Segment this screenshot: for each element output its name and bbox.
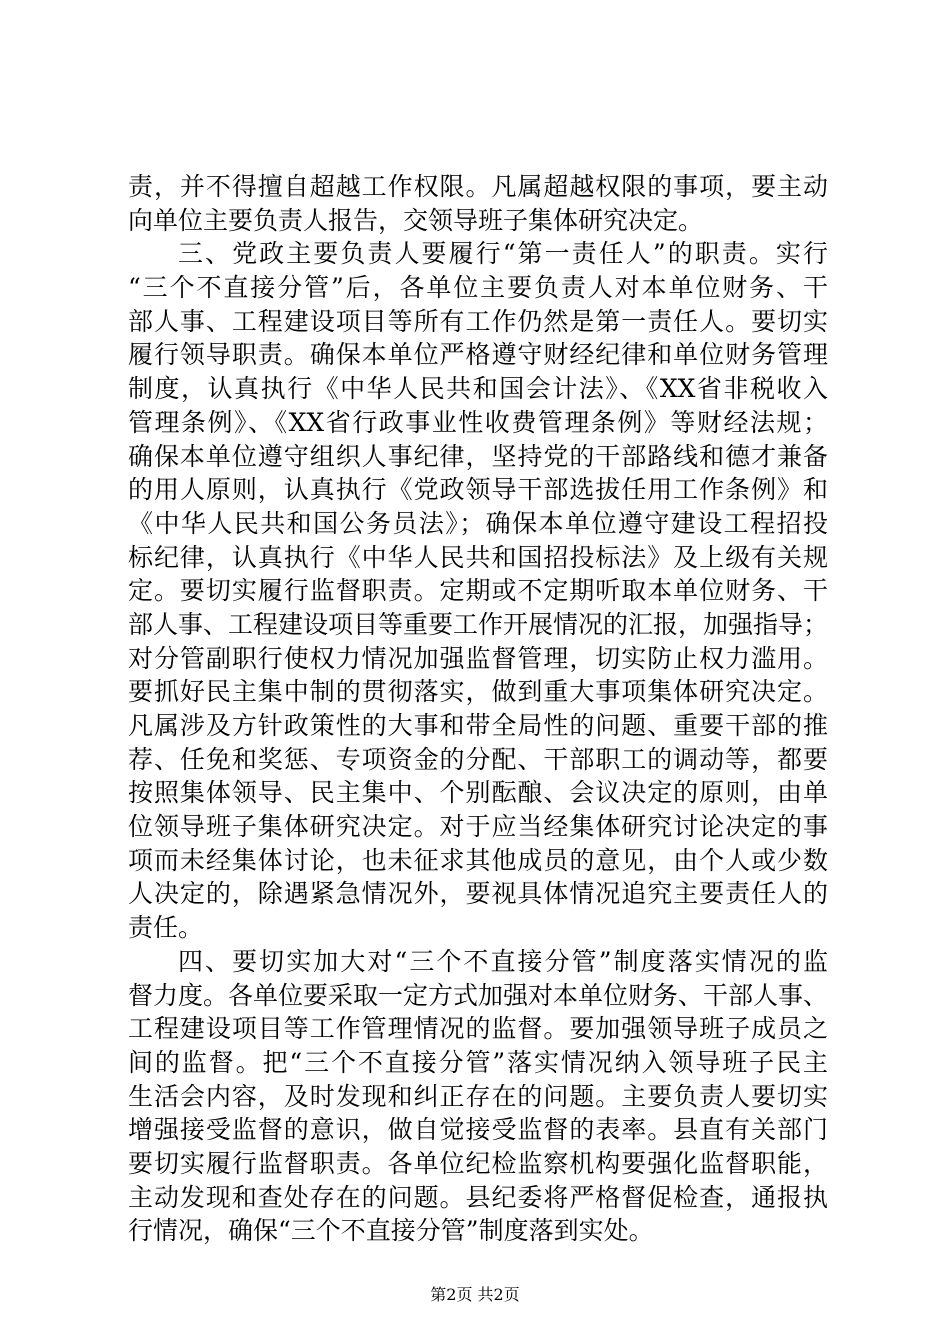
text-line: 生活会内容，及时发现和纠正存在的问题。主要负责人要切实 [128, 1081, 828, 1111]
text-line: 督力度。各单位要采取一定方式加强对本单位财务、干部人事、 [128, 980, 829, 1010]
text-line: 确保本单位遵守组织人事纪律，坚持党的干部路线和德才兼备 [128, 441, 828, 471]
text-line: 责任。 [128, 913, 204, 943]
text-line: 部人事、工程建设项目等所有工作仍然是第一责任人。要切实 [128, 306, 828, 336]
text-line: 的用人原则，认真执行《党政领导干部选拔任用工作条例》和 [128, 475, 828, 505]
text-line: 项而未经集体讨论，也未征求其他成员的意见，由个人或少数 [128, 845, 828, 875]
text-line: 主动发现和查处存在的问题。县纪委将严格督促检查，通报执 [128, 1182, 828, 1212]
text-line: 责，并不得擅自超越工作权限。凡属超越权限的事项，要主动 [128, 172, 828, 201]
text-line: 《中华人民共和国公务员法》；确保本单位遵守建设工程招投 [128, 508, 828, 538]
text-line: 四、要切实加大对“三个不直接分管”制度落实情况的监 [178, 946, 828, 976]
text-line: 工程建设项目等工作管理情况的监督。要加强领导班子成员之 [128, 1014, 828, 1044]
text-line: 标纪律，认真执行《中华人民共和国招投标法》及上级有关规 [128, 542, 828, 572]
text-line: 定。要切实履行监督职责。定期或不定期听取本单位财务、干 [128, 576, 828, 606]
text-line: “三个不直接分管”后，各单位主要负责人对本单位财务、干 [128, 273, 828, 303]
text-line: 荐、任免和奖惩、专项资金的分配、干部职工的调动等，都要 [128, 744, 828, 774]
text-line: 行情况，确保“三个不直接分管”制度落到实处。 [128, 1216, 654, 1246]
text-line: 要切实履行监督职责。各单位纪检监察机构要强化监督职能， [128, 1148, 828, 1178]
text-line: 制度，认真执行《中华人民共和国会计法》、《XX省非税收入 [128, 374, 828, 404]
text-line: 部人事、工程建设项目等重要工作开展情况的汇报，加强指导； [128, 609, 829, 639]
text-line: 向单位主要负责人报告，交领导班子集体研究决定。 [128, 205, 704, 235]
text-line: 位领导班子集体研究决定。对于应当经集体研究讨论决定的事 [128, 812, 828, 842]
text-line: 三、党政主要负责人要履行“第一责任人”的职责。实行 [178, 239, 828, 269]
document-body [128, 170, 828, 1248]
text-line: 管理条例》、《XX省行政事业性收费管理条例》等财经法规； [128, 407, 828, 437]
text-line: 人决定的，除遇紧急情况外，要视具体情况追究主要责任人的 [128, 879, 828, 909]
text-line: 要抓好民主集中制的贯彻落实，做到重大事项集体研究决定。 [128, 677, 828, 707]
text-line: 凡属涉及方针政策性的大事和带全局性的问题、重要干部的推 [128, 711, 828, 740]
text-line: 按照集体领导、民主集中、个别酝酿、会议决定的原则，由单 [128, 778, 828, 808]
text-line: 增强接受监督的意识，做自觉接受监督的表率。县直有关部门 [128, 1115, 828, 1145]
text-line: 间的监督。把“三个不直接分管”落实情况纳入领导班子民主 [128, 1047, 828, 1077]
text-line: 履行领导职责。确保本单位严格遵守财经纪律和单位财务管理 [128, 340, 828, 370]
text-line: 对分管副职行使权力情况加强监督管理，切实防止权力滥用。 [128, 643, 828, 673]
page-footer: 第2页 共2页 [430, 1285, 520, 1304]
